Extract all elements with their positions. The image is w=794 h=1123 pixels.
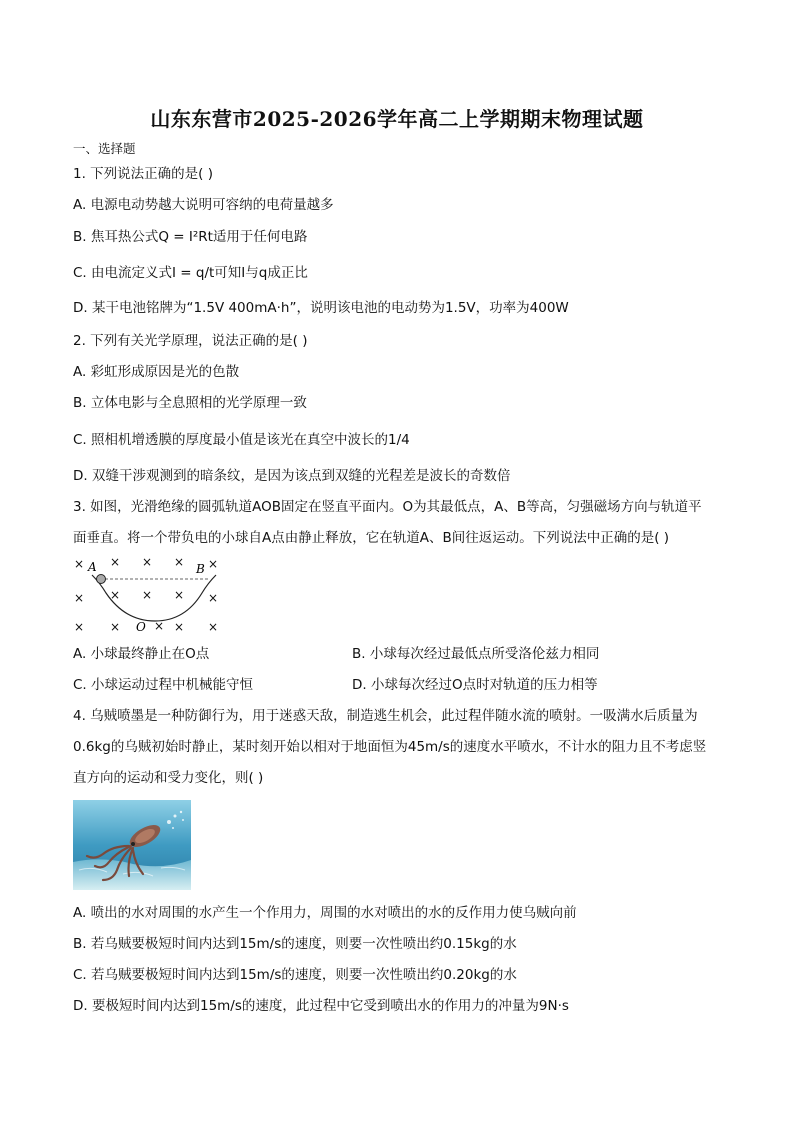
q4-stem-line3: 直方向的运动和受力变化，则( )	[73, 770, 264, 786]
field-cross: ×	[142, 555, 153, 569]
field-cross: ×	[110, 588, 121, 602]
ball	[97, 575, 106, 584]
q4-option-a: A. 喷出的水对周围的水产生一个作用力，周围的水对喷出的水的反作用力使乌贼向前	[73, 905, 577, 921]
q4-option-b: B. 若乌贼要极短时间内达到15m/s的速度，则要一次性喷出约0.15kg的水	[73, 936, 517, 952]
q3-option-d: D. 小球每次经过O点时对轨道的压力相等	[352, 677, 598, 693]
q2-option-d: D. 双缝干涉观测到的暗条纹，是因为该点到双缝的光程差是波长的奇数倍	[73, 468, 511, 484]
q2-option-c: C. 照相机增透膜的厚度最小值是该光在真空中波长的1/4	[73, 432, 410, 448]
q4-option-c: C. 若乌贼要极短时间内达到15m/s的速度，则要一次性喷出约0.20kg的水	[73, 967, 517, 983]
field-cross: ×	[174, 588, 185, 602]
field-cross: ×	[110, 620, 121, 634]
point-o-label: O	[136, 620, 146, 634]
q3-option-b: B. 小球每次经过最低点所受洛伦兹力相同	[352, 646, 600, 662]
field-cross: ×	[174, 555, 185, 569]
q4-stem-line2: 0.6kg的乌贼初始时静止，某时刻开始以相对于地面恒为45m/s的速度水平喷水，不计水的阻力且不考虑竖	[73, 739, 707, 755]
q4-option-d: D. 要极短时间内达到15m/s的速度，此过程中它受到喷出水的作用力的冲量为9N·s	[73, 998, 569, 1014]
q1-option-c: C. 由电流定义式I = q/t可知I与q成正比	[73, 265, 308, 281]
q3-stem-line2: 面垂直。将一个带负电的小球自A点由静止释放，它在轨道A、B间往返运动。下列说法中正确的是( )	[73, 530, 670, 546]
page-title: 山东东营市2025-2026学年高二上学期期末物理试题	[150, 107, 644, 131]
q1-option-b: B. 焦耳热公式Q = I²Rt适用于任何电路	[73, 229, 308, 245]
field-cross: ×	[110, 555, 121, 569]
q1-option-a: A. 电源电动势越大说明可容纳的电荷量越多	[73, 197, 334, 213]
q3-stem-line1: 3. 如图，光滑绝缘的圆弧轨道AOB固定在竖直平面内。O为其最低点，A、B等高，匀强磁场方向与轨道平	[73, 499, 702, 515]
field-cross: ×	[154, 619, 165, 633]
q3-option-c: C. 小球运动过程中机械能守恒	[73, 677, 254, 693]
field-cross: ×	[208, 620, 219, 634]
field-cross: ×	[208, 557, 219, 571]
q1-option-d: D. 某干电池铭牌为“1.5V 400mA·h”，说明该电池的电动势为1.5V，功率为400W	[73, 300, 569, 316]
q2-option-b: B. 立体电影与全息照相的光学原理一致	[73, 395, 307, 411]
q4-stem-line1: 4. 乌贼喷墨是一种防御行为，用于迷惑天敌，制造逃生机会，此过程伴随水流的喷射。一吸满水后质量为	[73, 708, 698, 724]
field-cross: ×	[74, 557, 85, 571]
squid-photo	[73, 800, 191, 890]
field-cross: ×	[174, 620, 185, 634]
arc-track-diagram	[70, 555, 230, 635]
field-cross: ×	[74, 620, 85, 634]
q1-stem: 1. 下列说法正确的是( )	[73, 166, 213, 182]
field-cross: ×	[208, 591, 219, 605]
point-a-label: A	[88, 560, 97, 574]
section-heading: 一、选择题	[73, 141, 136, 156]
field-cross: ×	[142, 588, 153, 602]
q3-option-a: A. 小球最终静止在O点	[73, 646, 210, 662]
field-cross: ×	[74, 591, 85, 605]
q2-stem: 2. 下列有关光学原理，说法正确的是( )	[73, 333, 308, 349]
q2-option-a: A. 彩虹形成原因是光的色散	[73, 364, 240, 380]
point-b-label: B	[196, 562, 205, 576]
